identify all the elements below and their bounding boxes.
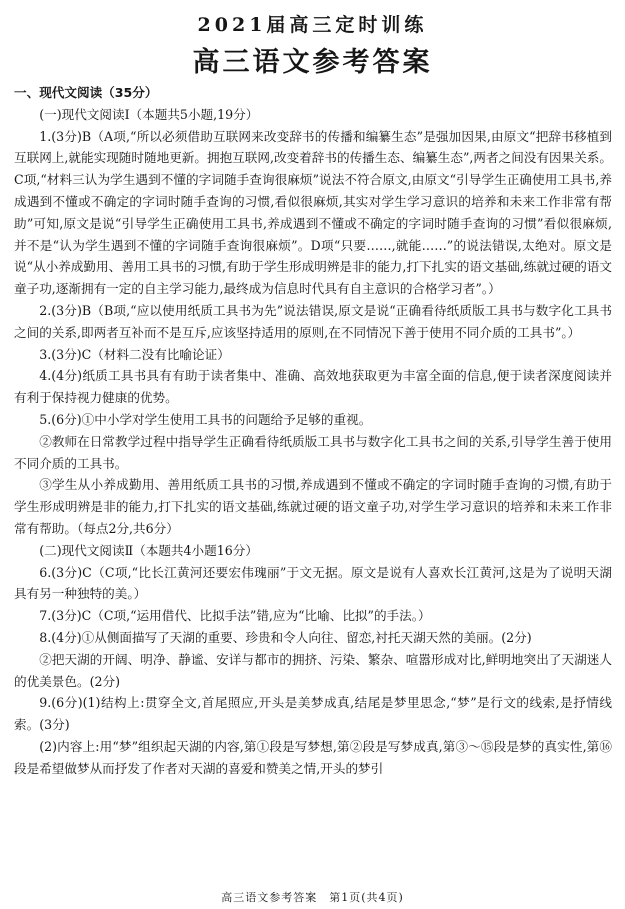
section-heading-1: 一、现代文阅读（35分） [14, 85, 158, 100]
page-title: 高三语文参考答案 [192, 47, 433, 78]
answer-q9-point-2: (2)内容上:用“梦”组织起天湖的内容,第①段是写梦想,第②段是写梦成真,第③～⑮段是梦的真实性,第⑯段是希望做梦从而抒发了作者对天湖的喜爱和赞美之情,开头的梦引 [14, 738, 612, 776]
answer-q7: 7.(3分)C（C项,“运用借代、比拟手法”错,应为“比喻、比拟”的手法。） [39, 608, 431, 624]
answer-body [14, 82, 612, 780]
answer-q5-point-1: 5.(6分)①中小学对学生使用工具书的问题给予足够的重视。 [39, 411, 372, 427]
answer-q4: 4.(4分)纸质工具书具有有助于读者集中、准确、高效地获取更为丰富全面的信息,便于读者深度阅读并有利于保持视力健康的优势。 [14, 368, 612, 406]
answer-q1: 1.(3分)B（A项,“所以必须借助互联网来改变辞书的传播和编纂生态”是强加因果,由原文“把辞书移植到互联网上,就能实现随时随地更新。拥抱互联网,改变着辞书的传播生态、编纂生态”,两者之间没有因果关系。C项,“材料三认为学生遇到不懂的字词随手查询很麻烦”说法不符合原文,由原文“引导学生正确使用工具书,养成遇到不懂或不确定的字词时随手查询的习惯,看似很麻烦,其实对学生学习意识的培养和未来工作非常有帮助”可知,原文是说“引导学生正确使用工具书,养成遇到不懂或不确定的字词时随手查询的习惯”看似很麻烦,并不是“认为学生遇到不懂的字词随手查询很麻烦”。D项“只要……,就能……”的说法错误,太绝对。原文是说“从小养成勤用、善用工具书的习惯,有助于学生形成明辨是非的能力,打下扎实的语文基础,练就过硬的语文童子功,逐渐拥有一定的自主学习能力,最终成为信息时代具有自主意识的合格学习者”。） [14, 128, 612, 297]
answer-q2: 2.(3分)B（B项,“应以使用纸质工具书为先”说法错误,原文是说“正确看待纸质版工具书与数字化工具书之间的关系,即两者互补而不是互斥,应该坚持适用的原则,在不同情况下善于使用不同介质的工具书”。） [14, 302, 612, 340]
answer-q6: 6.(3分)C（C项,“比长江黄河还要宏伟瑰丽”于文无据。原文是说有人喜欢长江黄河,这是为了说明天湖具有另一种独特的美。） [14, 564, 612, 602]
answer-q5-point-3: ③学生从小养成勤用、善用纸质工具书的习惯,养成遇到不懂或不确定的字词时随手查询的习惯,有助于学生形成明辨是非的能力,打下扎实的语文基础,练就过硬的语文童子功,对学生学习意识的培养和未来工作非常有帮助。（每点2分,共6分） [14, 477, 612, 536]
answer-q3: 3.(3分)C（材料二没有比喻论证） [39, 346, 230, 362]
subsection-heading-2: (二)现代文阅读Ⅱ（本题共4小题16分） [39, 542, 258, 558]
exam-title: 2021届高三定时训练 [197, 14, 428, 36]
page-footer: 高三语文参考答案 第1页(共4页) [221, 891, 404, 904]
answer-q8-point-1: 8.(4分)①从侧面描写了天湖的重要、珍贵和令人向往、留恋,衬托天湖天然的美丽。(2分) [39, 629, 532, 645]
subsection-heading-1: (一)现代文阅读Ⅰ（本题共5小题,19分） [39, 106, 259, 122]
answer-q5-point-2: ②教师在日常教学过程中指导学生正确看待纸质版工具书与数字化工具书之间的关系,引导学生善于使用不同介质的工具书。 [14, 433, 612, 471]
answer-q9-point-1: 9.(6分)(1)结构上:贯穿全文,首尾照应,开头是美梦成真,结尾是梦里思念,“梦”是行文的线索,是抒情线索。(3分) [14, 695, 612, 733]
answer-q8-point-2: ②把天湖的开阔、明净、静谧、安详与都市的拥挤、污染、繁杂、喧嚣形成对比,鲜明地突出了天湖迷人的优美景色。(2分) [14, 651, 612, 689]
